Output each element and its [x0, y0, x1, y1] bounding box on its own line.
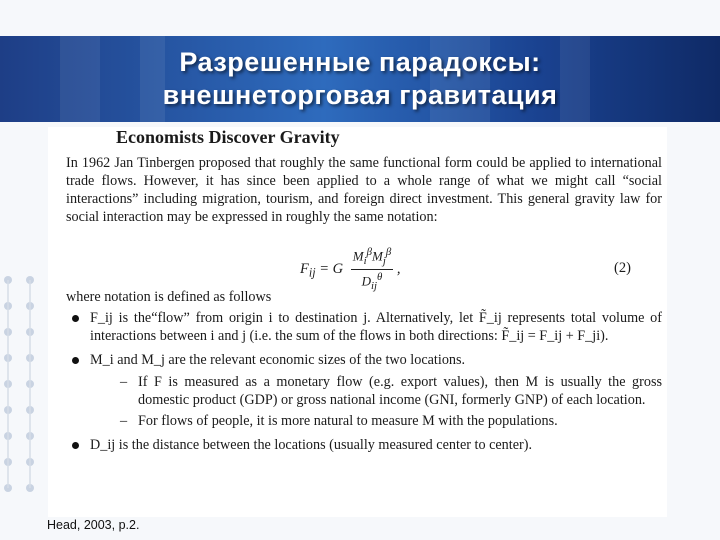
den-sup: θ	[377, 270, 383, 283]
sub-text-people: For flows of people, it is more natural to measure M with the populations.	[138, 413, 558, 429]
gravity-formula	[300, 245, 401, 294]
formula-equals: = G	[315, 260, 344, 277]
notation-lead: where notation is defined as follows	[66, 289, 272, 305]
paper-intro: In 1962 Jan Tinbergen proposed that roughly the same functional form could be applied to international trade flows. However, it has since been applied to a whole range of what we might call “social interactions” including migration, tourism, and foreign direct investment. This general gravity law for social interaction may be expressed in roughly the same notation:	[66, 155, 662, 225]
notation-list	[66, 309, 662, 460]
bullet-icon	[72, 357, 79, 364]
equation-number: (2)	[614, 260, 631, 276]
formula-lhs: F	[300, 260, 309, 277]
slide-title-line1: Разрешенные парадоксы:	[179, 47, 541, 77]
bullet-text-flow: F_ij is the“flow” from origin i to destination j. Alternatively, let F̃_ij represents total volume of interactions between i and j (i.e. the sum of the flows in both directions: F̃_ij = F_ij + F_ji).	[90, 310, 662, 344]
dash-icon: –	[120, 413, 128, 429]
paper-heading: Economists Discover Gravity	[116, 127, 340, 147]
sub-list	[90, 373, 662, 430]
bullet-icon	[72, 442, 79, 449]
formula-lhs-sub: ij	[308, 265, 316, 280]
paper-excerpt	[48, 127, 667, 517]
list-item	[66, 309, 662, 345]
formula-numerator	[351, 245, 394, 270]
source-citation: Head, 2003, p.2.	[47, 518, 140, 532]
sub-list-item	[90, 412, 662, 430]
formula-fraction	[351, 245, 394, 294]
list-item	[66, 436, 662, 454]
den-d: D	[361, 273, 371, 289]
bullet-text-sizes: M_i and M_j are the relevant economic sizes of the two locations.	[90, 352, 466, 368]
num-m1: M	[352, 248, 364, 264]
slide-title-line2: внешнеторговая гравитация	[162, 80, 558, 110]
dash-icon: –	[120, 374, 128, 390]
formula-comma: ,	[396, 260, 401, 277]
num-sub1: i	[363, 254, 367, 267]
sub-text-monetary: If F is measured as a monetary flow (e.g. export values), then M is usually the gross domestic product (GDP) or gross national income (GNI, formerly GNP) of each location.	[138, 374, 662, 408]
bullet-text-distance: D_ij is the distance between the locations (usually measured center to center).	[90, 437, 533, 453]
list-item	[66, 351, 662, 430]
bullet-icon	[72, 315, 79, 322]
num-sup2: β	[385, 246, 392, 258]
sub-list-item	[90, 373, 662, 409]
formula-denominator	[351, 270, 394, 294]
slide-title	[0, 46, 720, 112]
num-m2: M	[371, 248, 383, 264]
num-sub2: j	[382, 254, 386, 267]
decorative-dot-grid	[0, 270, 46, 520]
num-sup1: β	[366, 246, 372, 258]
den-sub: ij	[371, 279, 378, 292]
